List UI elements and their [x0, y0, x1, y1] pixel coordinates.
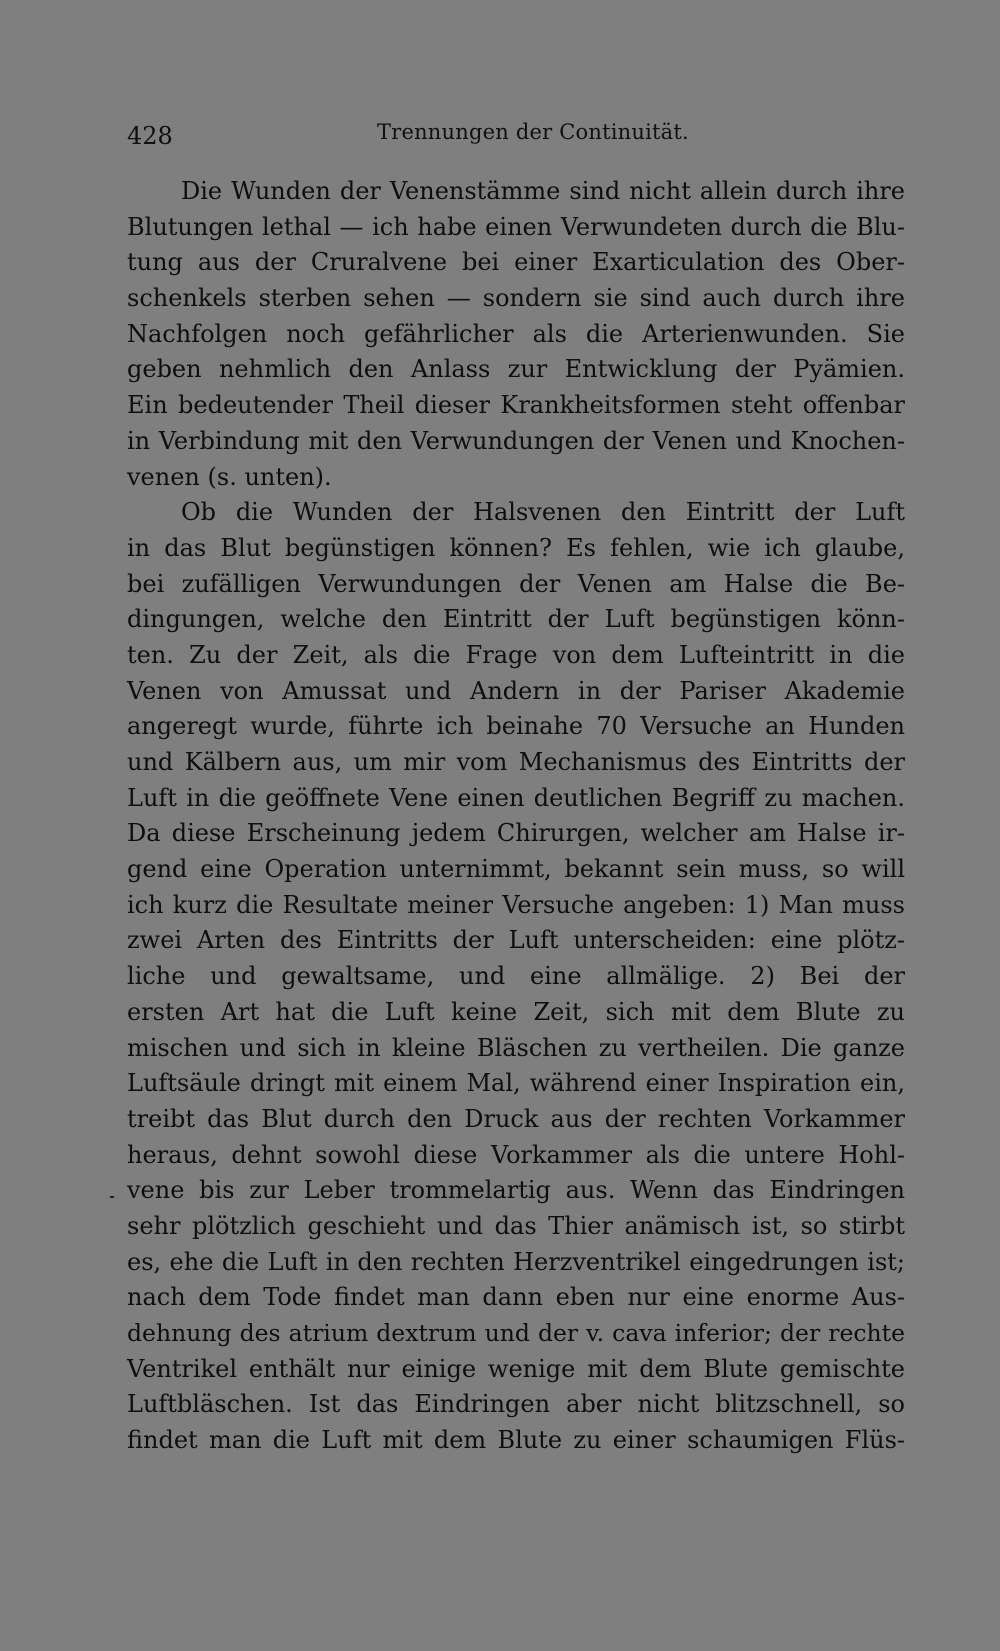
text-line: gend eine Operation unternimmt, bekannt sein muss, so will	[127, 855, 905, 884]
text-line: in Verbindung mit den Verwundungen der Venen und Knochen-	[127, 426, 905, 455]
text-line: mischen und sich in kleine Bläschen zu vertheilen. Die ganze	[127, 1033, 905, 1062]
text-line: es, ehe die Luft in den rechten Herzventrikel eingedrungen ist;	[127, 1247, 905, 1276]
running-title: Trennungen der Continuität.	[377, 120, 689, 144]
scan-speck	[110, 1196, 114, 1198]
text-line: Luftbläschen. Ist das Eindringen aber nicht blitzschnell, so	[127, 1390, 905, 1419]
page-number: 428	[127, 122, 173, 150]
body-text	[127, 174, 905, 1459]
text-line: heraus, dehnt sowohl diese Vorkammer als die untere Hohl-	[127, 1140, 905, 1169]
text-line: Ein bedeutender Theil dieser Krankheitsformen steht offenbar	[127, 391, 905, 420]
text-line: Luft in die geöffnete Vene einen deutlichen Begriff zu machen.	[127, 783, 905, 812]
text-line: dingungen, welche den Eintritt der Luft begünstigen könn-	[127, 605, 905, 634]
text-line: Da diese Erscheinung jedem Chirurgen, welcher am Halse ir-	[127, 819, 905, 848]
text-line: nach dem Tode findet man dann eben nur eine enorme Aus-	[127, 1283, 905, 1312]
text-line: ich kurz die Resultate meiner Versuche angeben: 1) Man muss	[127, 890, 905, 919]
text-line: schenkels sterben sehen — sondern sie sind auch durch ihre	[127, 284, 905, 313]
text-line: geben nehmlich den Anlass zur Entwicklung der Pyämien.	[127, 355, 905, 384]
text-line: tung aus der Cruralvene bei einer Exarticulation des Ober-	[127, 248, 905, 277]
text-line: ten. Zu der Zeit, als die Frage von dem Lufteintritt in die	[127, 640, 905, 669]
text-line: liche und gewaltsame, und eine allmälige. 2) Bei der	[127, 962, 905, 991]
text-line: Luftsäule dringt mit einem Mal, während einer Inspiration ein,	[127, 1069, 905, 1098]
text-line: Ventrikel enthält nur einige wenige mit dem Blute gemischte	[127, 1354, 905, 1383]
text-line: Ob die Wunden der Halsvenen den Eintritt der Luft	[181, 498, 905, 527]
text-line: findet man die Luft mit dem Blute zu einer schaumigen Flüs-	[127, 1426, 905, 1455]
text-line: zwei Arten des Eintritts der Luft unterscheiden: eine plötz-	[127, 926, 905, 955]
text-line: bei zufälligen Verwundungen der Venen am Halse die Be-	[127, 569, 905, 598]
text-line: ersten Art hat die Luft keine Zeit, sich mit dem Blute zu	[127, 997, 905, 1026]
text-line: angeregt wurde, führte ich beinahe 70 Versuche an Hunden	[127, 712, 905, 741]
text-line: vene bis zur Leber trommelartig aus. Wenn das Eindringen	[127, 1176, 905, 1205]
text-line: Die Wunden der Venenstämme sind nicht allein durch ihre	[181, 177, 905, 205]
text-line: venen (s. unten).	[127, 462, 332, 491]
text-line: treibt das Blut durch den Druck aus der rechten Vorkammer	[127, 1104, 905, 1133]
text-line: Venen von Amussat und Andern in der Pariser Akademie	[127, 676, 905, 705]
page-header	[127, 118, 905, 158]
text-line: dehnung des atrium dextrum und der v. cava inferior; der rechte	[127, 1319, 905, 1347]
text-line: in das Blut begünstigen können? Es fehlen, wie ich glaube,	[127, 533, 905, 562]
text-line: Blutungen lethal — ich habe einen Verwundeten durch die Blu-	[127, 212, 905, 241]
text-line: sehr plötzlich geschieht und das Thier anämisch ist, so stirbt	[127, 1211, 905, 1240]
text-line: Nachfolgen noch gefährlicher als die Arterienwunden. Sie	[127, 319, 905, 348]
text-line: und Kälbern aus, um mir vom Mechanismus des Eintritts der	[127, 748, 905, 776]
